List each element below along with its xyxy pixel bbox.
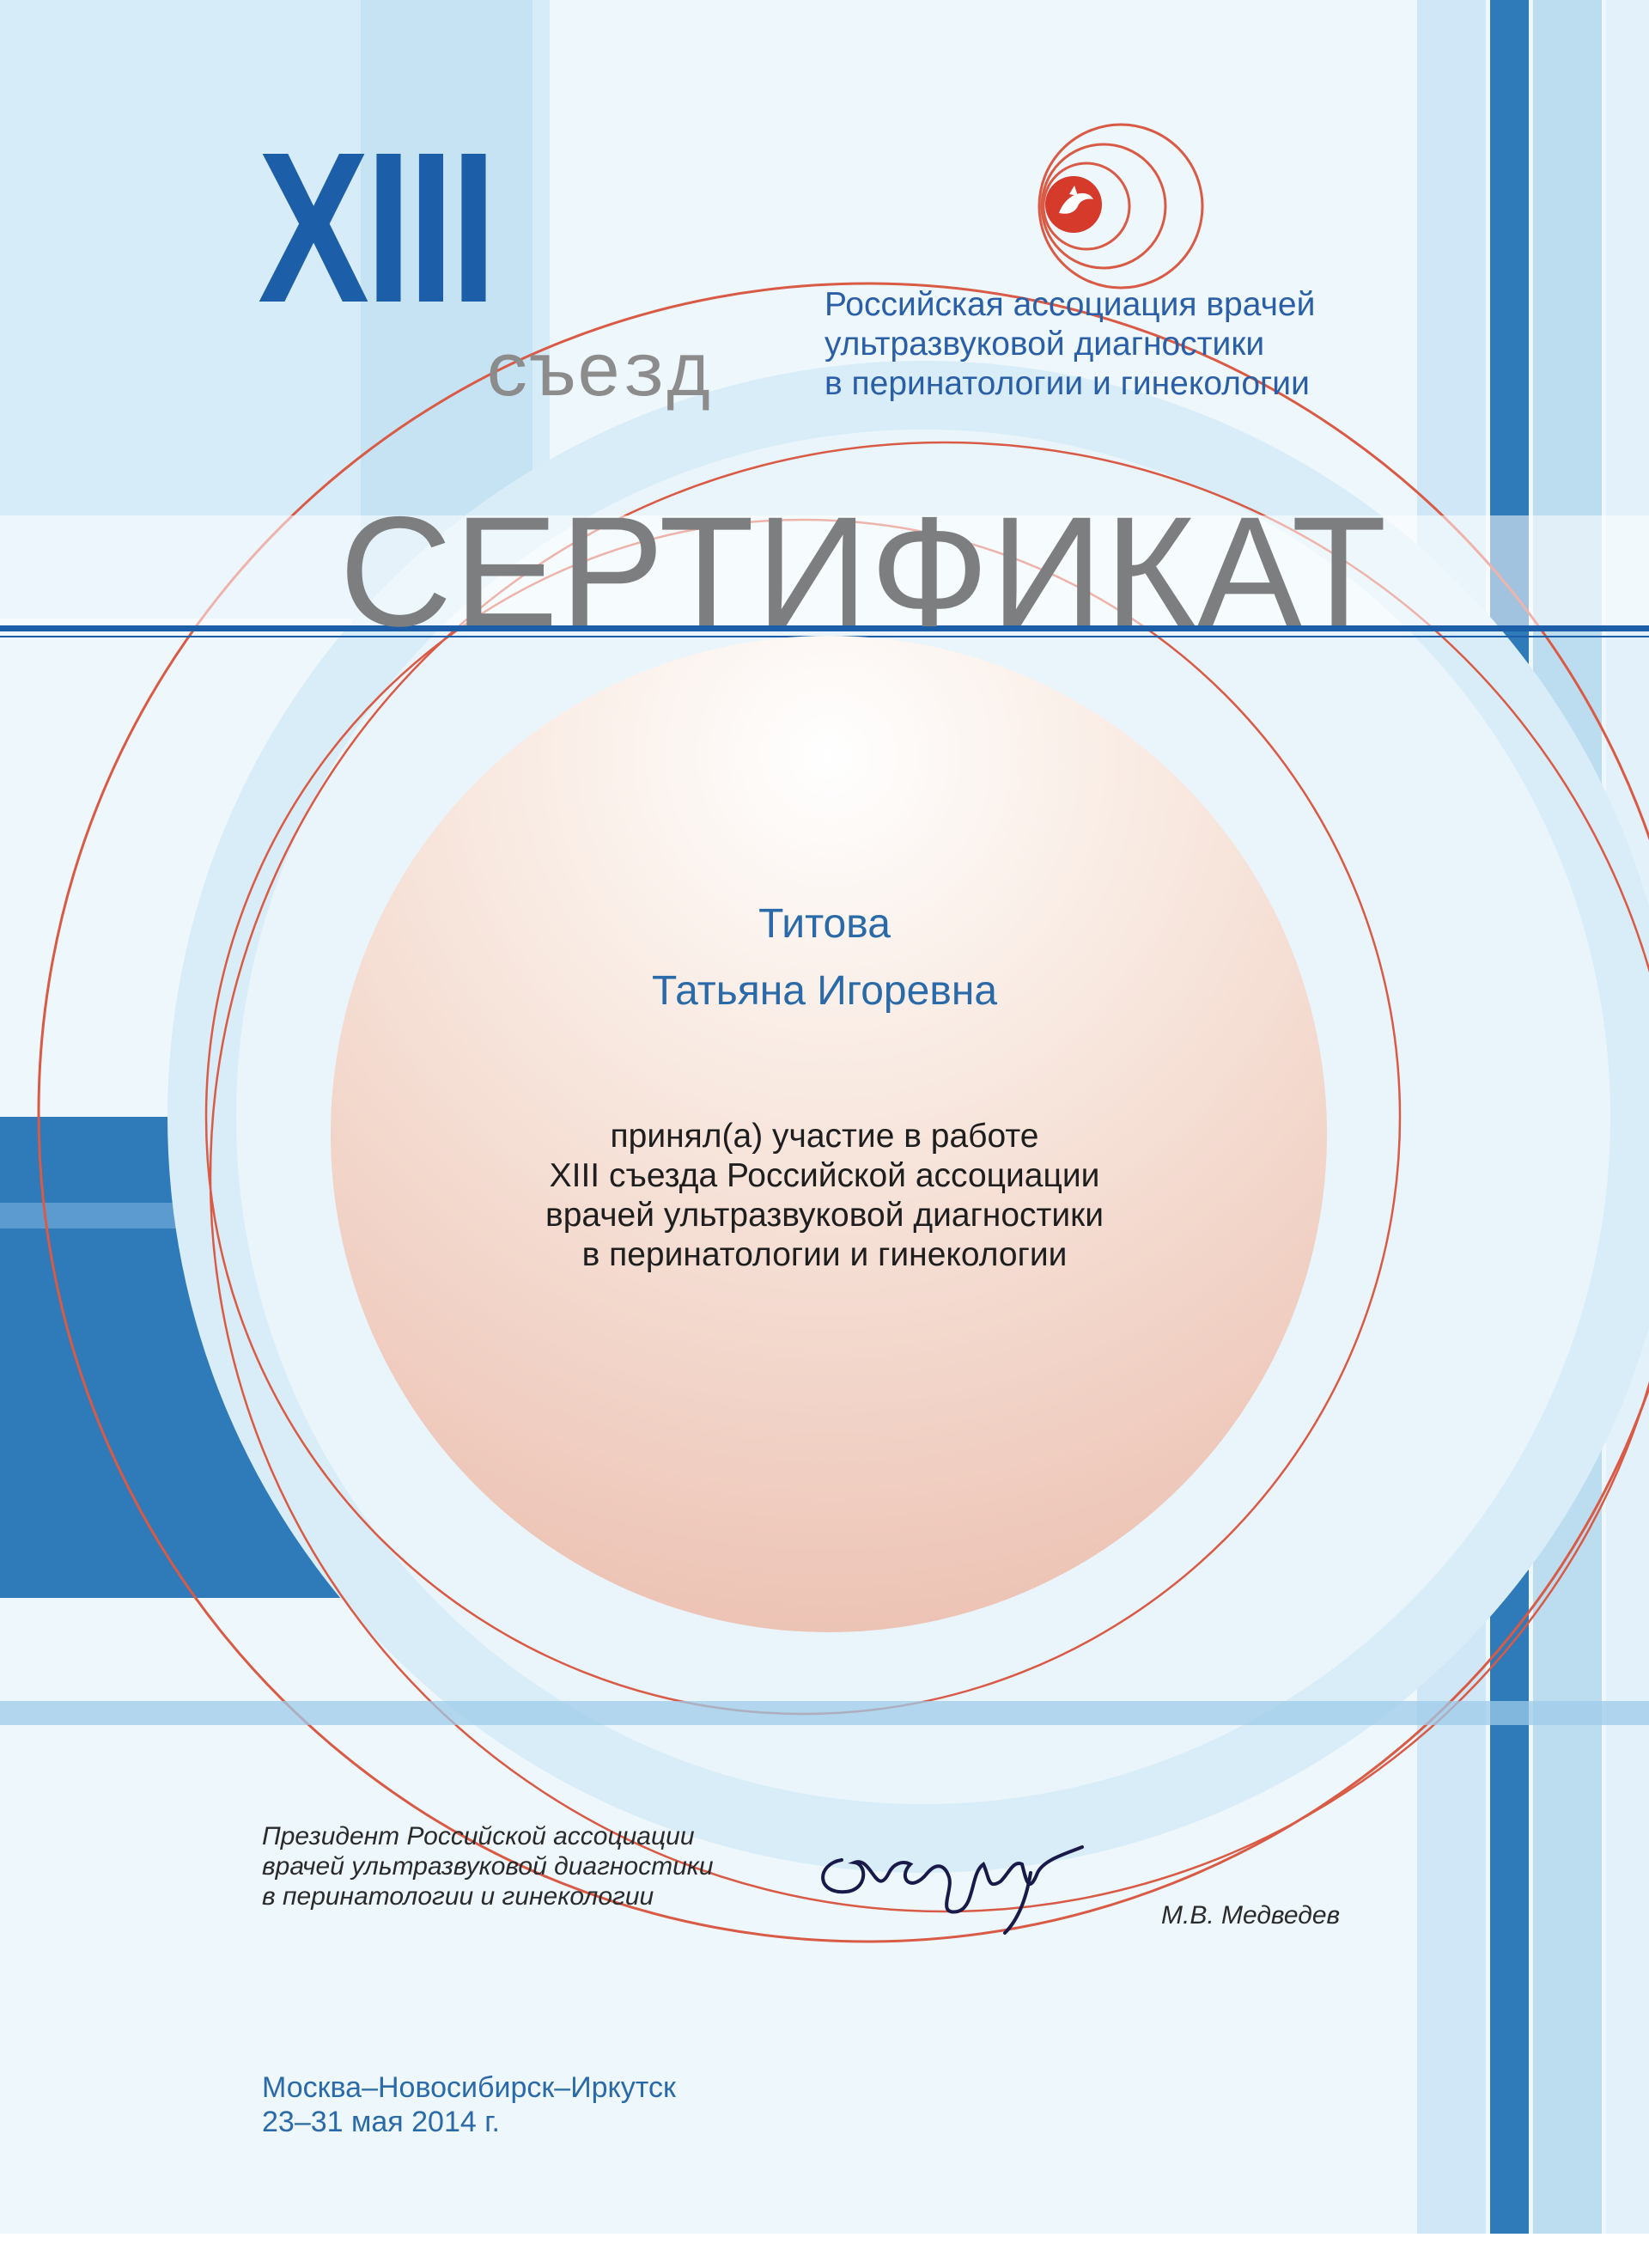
president-line: врачей ультразвуковой диагностики	[262, 1852, 714, 1881]
organization-line: Российская ассоциация врачей	[824, 286, 1316, 323]
statement-line: принял(а) участие в работе	[610, 1118, 1039, 1155]
statement-line: врачей ультразвуковой диагностики	[545, 1197, 1104, 1234]
recipient-given-names: Татьяна Игоревна	[651, 968, 998, 1014]
certificate-title: СЕРТИФИКАТ	[339, 484, 1389, 659]
congress-number: XIII	[258, 107, 493, 347]
organization-name	[824, 285, 1477, 404]
organization-line: в перинатологии и гинекологии	[824, 365, 1310, 402]
organization-line: ультразвуковой диагностики	[824, 326, 1265, 363]
participation-statement	[395, 1117, 1254, 1275]
congress-label: съезд	[485, 333, 713, 418]
statement-line: XIII съезда Российской ассоциации	[549, 1157, 1100, 1194]
event-dates: 23–31 мая 2014 г.	[262, 2106, 500, 2138]
dolphin-circle-logo-icon	[1018, 120, 1207, 292]
signatory-name: М.В. Медведев	[1161, 1901, 1341, 1930]
recipient-surname: Титова	[758, 901, 891, 947]
president-title	[262, 1821, 794, 1911]
statement-line: в перинатологии и гинекологии	[581, 1236, 1068, 1273]
handwritten-signature-icon	[807, 1813, 1099, 1950]
event-location: Москва–Новосибирск–Иркутск	[262, 2071, 676, 2104]
president-line: Президент Российской ассоциации	[262, 1822, 695, 1850]
event-location-dates	[262, 2070, 676, 2139]
president-line: в перинатологии и гинекологии	[262, 1882, 654, 1911]
